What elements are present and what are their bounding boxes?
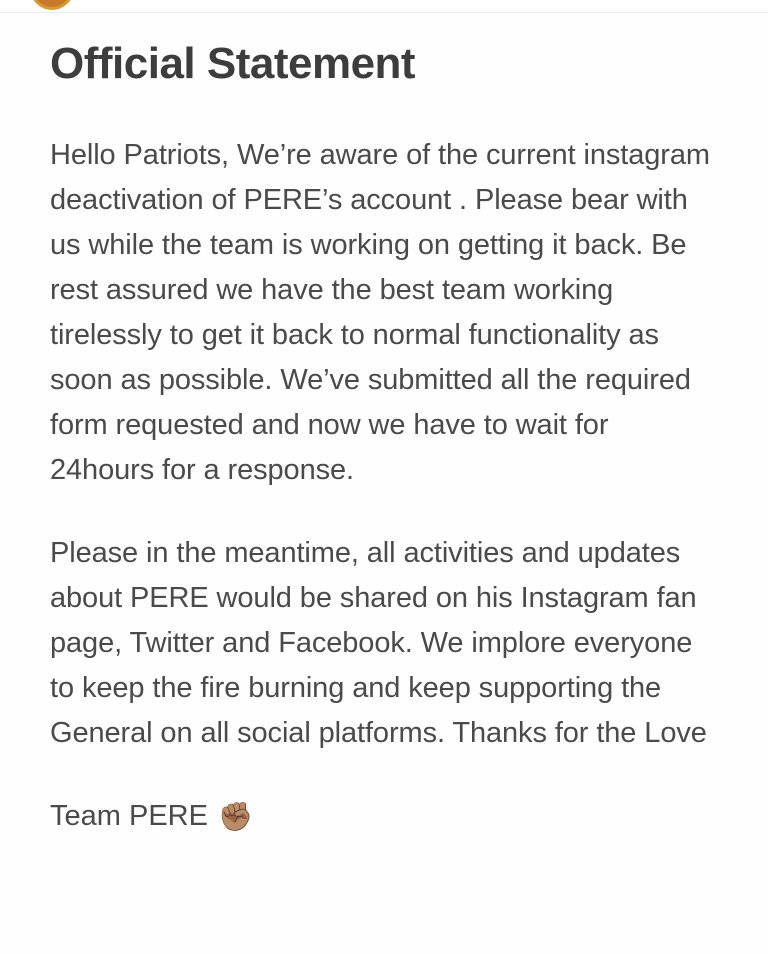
raised-fist-icon: ✊🏽 [217,800,253,832]
statement-content [0,13,768,839]
statement-paragraph-1: Hello Patriots, We’re aware of the current instagram deactivation of PERE’s account . Please bear with us while the team is working on getting it back. Be rest assured we have the best team working tirelessly to get it back to normal functionality as soon as possible. We’ve submitted all the required form requested and now we have to wait for 24hours for a response. [50,139,710,487]
statement-paragraph-2: Please in the meantime, all activities and updates about PERE would be shared on his Instagram fan page, Twitter and Facebook. We implore everyone to keep the fire burning and keep supporting the General on all social platforms. Thanks for the Love [50,537,707,750]
signature-text: Team PERE [50,800,208,833]
page-title: Official Statement [50,39,416,88]
profile-avatar-icon[interactable] [30,0,74,10]
statement-signature [50,794,718,839]
post-header-strip [0,0,768,13]
